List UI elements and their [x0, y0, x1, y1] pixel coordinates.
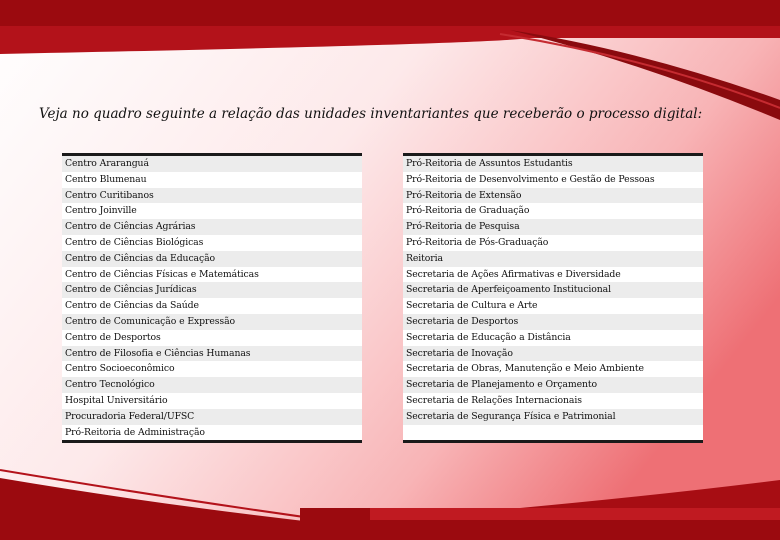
- table-row: Secretaria de Cultura e Arte: [403, 298, 703, 314]
- table-row: Centro de Ciências da Saúde: [62, 298, 362, 314]
- table-row: Pró-Reitoria de Graduação: [403, 203, 703, 219]
- table-row: Centro Joinville: [62, 203, 362, 219]
- table-row: Reitoria: [403, 251, 703, 267]
- right-units-table: [403, 153, 703, 443]
- table-row: Centro Blumenau: [62, 172, 362, 188]
- table-row: Centro de Ciências Biológicas: [62, 235, 362, 251]
- table-row: Secretaria de Desportos: [403, 314, 703, 330]
- table-row: Pró-Reitoria de Administração: [62, 425, 362, 441]
- table-row: Pró-Reitoria de Desenvolvimento e Gestão de Pessoas: [403, 172, 703, 188]
- table-row: Centro de Desportos: [62, 330, 362, 346]
- table-row: Secretaria de Planejamento e Orçamento: [403, 377, 703, 393]
- table-row: Hospital Universitário: [62, 393, 362, 409]
- table-row: Centro de Ciências da Educação: [62, 251, 362, 267]
- table-row: Centro Socioeconômico: [62, 361, 362, 377]
- table-row: [403, 425, 703, 441]
- table-row: Centro de Filosofia e Ciências Humanas: [62, 346, 362, 362]
- table-row: Centro de Ciências Agrárias: [62, 219, 362, 235]
- table-row: Centro de Ciências Jurídicas: [62, 282, 362, 298]
- table-row: Pró-Reitoria de Extensão: [403, 188, 703, 204]
- left-units-table: [62, 153, 362, 443]
- table-row: Secretaria de Educação a Distância: [403, 330, 703, 346]
- table-row: Secretaria de Obras, Manutenção e Meio Ambiente: [403, 361, 703, 377]
- table-row: Pró-Reitoria de Pesquisa: [403, 219, 703, 235]
- table-row: Procuradoria Federal/UFSC: [62, 409, 362, 425]
- table-row: Centro Curitibanos: [62, 188, 362, 204]
- table-row: Secretaria de Ações Afirmativas e Diversidade: [403, 267, 703, 283]
- table-row: Pró-Reitoria de Assuntos Estudantis: [403, 156, 703, 172]
- table-row: Centro Araranguá: [62, 156, 362, 172]
- table-row: Centro de Comunicação e Expressão: [62, 314, 362, 330]
- table-row: Pró-Reitoria de Pós-Graduação: [403, 235, 703, 251]
- table-row: Centro de Ciências Físicas e Matemáticas: [62, 267, 362, 283]
- top-band: [0, 0, 780, 26]
- table-row: Secretaria de Relações Internacionais: [403, 393, 703, 409]
- intro-text: Veja no quadro seguinte a relação das unidades inventariantes que receberão o processo digital:: [39, 106, 703, 122]
- table-row: Centro Tecnológico: [62, 377, 362, 393]
- table-row: Secretaria de Inovação: [403, 346, 703, 362]
- table-row: Secretaria de Aperfeiçoamento Institucional: [403, 282, 703, 298]
- table-row: Secretaria de Segurança Física e Patrimonial: [403, 409, 703, 425]
